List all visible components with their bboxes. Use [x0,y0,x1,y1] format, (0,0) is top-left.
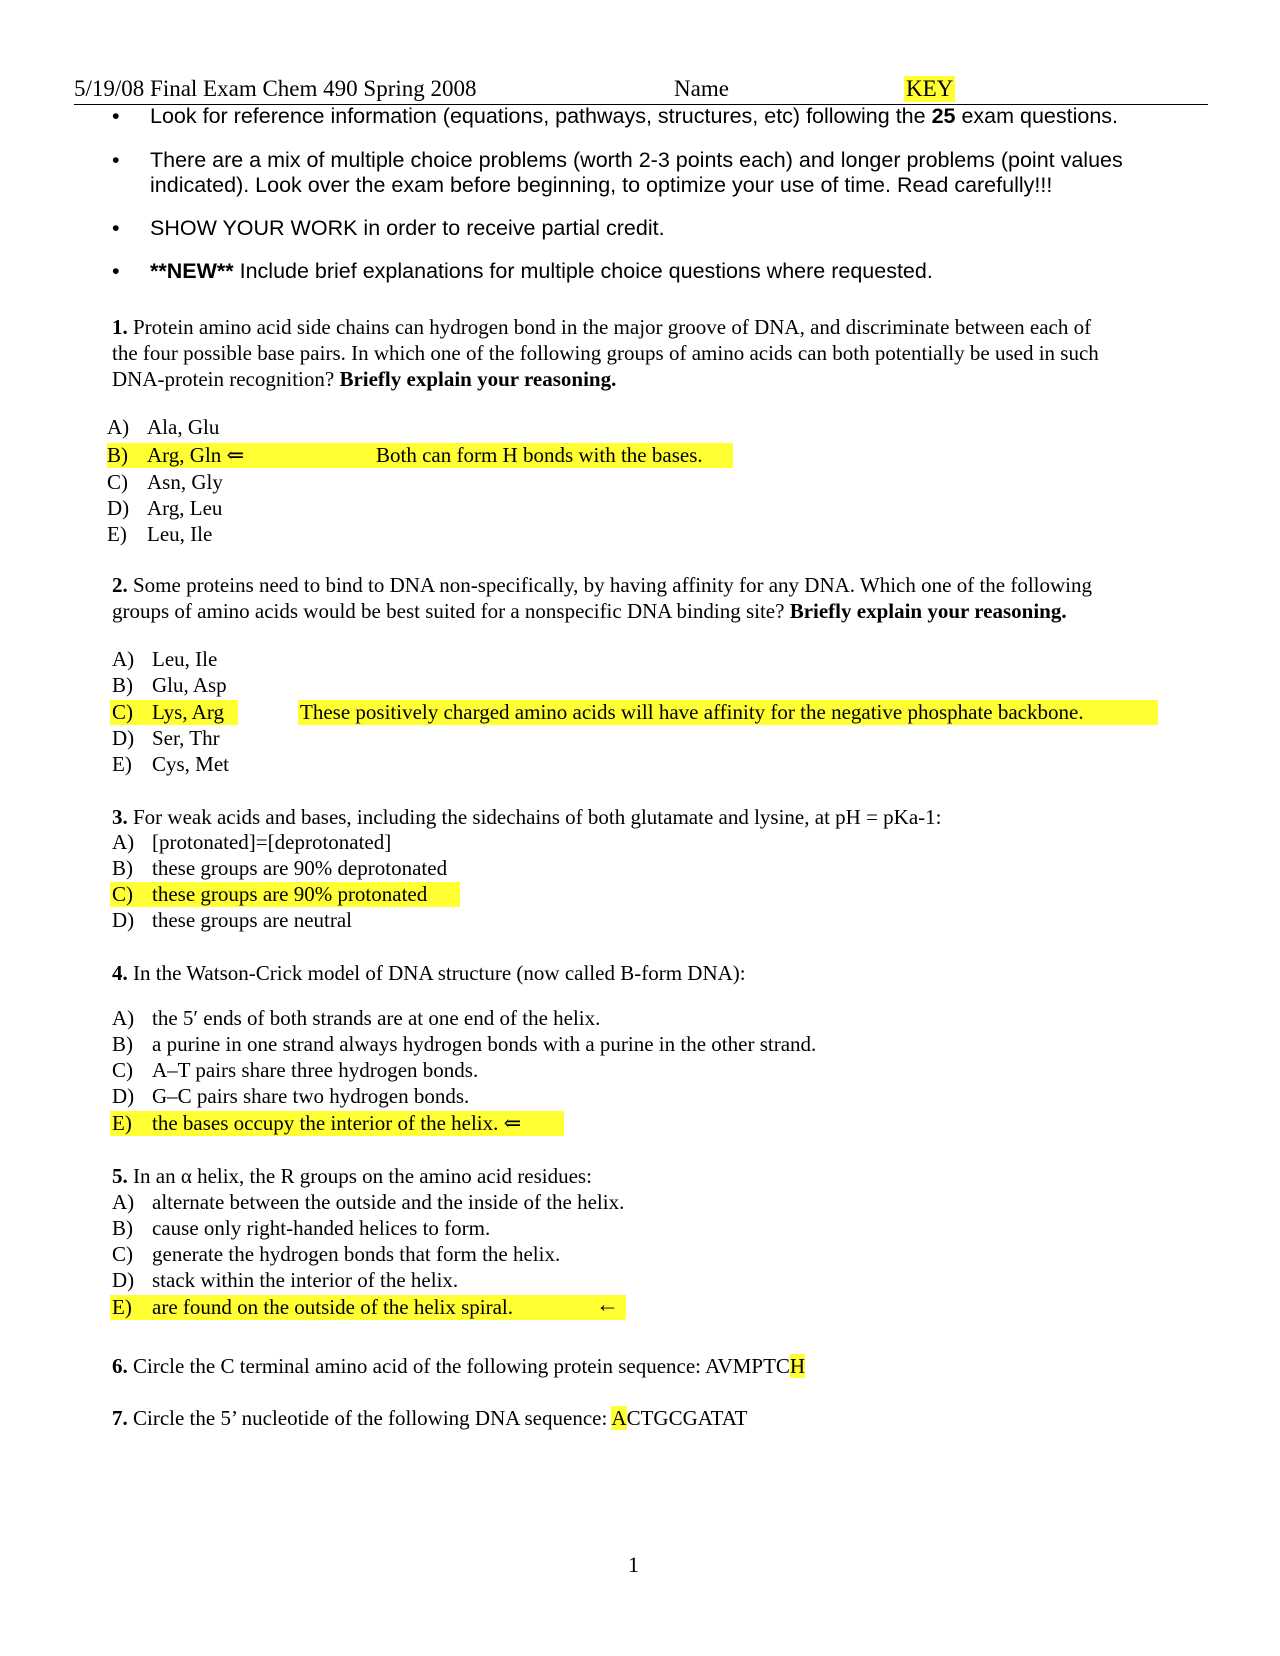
option-letter: D) [112,908,135,932]
question-1 [112,314,1212,392]
option-text: A–T pairs share three hydrogen bonds. [152,1058,479,1082]
question-number: 1. [112,315,128,339]
answer-explanation: These positively charged amino acids will have affinity for the negative phosphate backbone. [300,700,1084,724]
option-text: Leu, Ile [147,522,213,546]
option-letter: E) [112,752,132,776]
option-text: G–C pairs share two hydrogen bonds. [152,1084,470,1108]
option-text: alternate between the outside and the inside of the helix. [152,1190,625,1214]
exam-header [74,74,1208,105]
option-text: these groups are 90% protonated [152,882,428,906]
option-c [112,1058,478,1082]
option-text: these groups are neutral [152,908,353,932]
option-letter: E) [112,1295,132,1319]
option-d [107,496,222,520]
option-text: [protonated]=[deprotonated] [152,830,392,854]
question-instruction: Briefly explain your reasoning. [789,599,1067,623]
option-letter: E) [112,1111,132,1135]
option-c [112,700,224,724]
answer-key-label: KEY [906,76,954,101]
protein-sequence: AVMPTC [705,1354,790,1378]
question-7 [112,1405,1212,1431]
question-3 [112,804,1212,830]
option-text: Arg, Leu [147,496,223,520]
option-letter: A) [112,1190,135,1214]
option-letter: C) [112,700,133,724]
option-a [112,1006,600,1030]
option-letter: A) [107,415,130,439]
option-letter: B) [112,1216,133,1240]
option-letter: A) [112,830,135,854]
option-letter: A) [112,1006,135,1030]
option-text: cause only right-handed helices to form. [152,1216,491,1240]
bullet-icon: • [112,104,120,128]
question-4 [112,960,1212,986]
question-text: Circle the 5’ nucleotide of the following DNA sequence: [127,1406,612,1430]
instruction-text: Include brief explanations for multiple choice questions where requested. [233,259,933,283]
option-text: stack within the interior of the helix. [152,1268,459,1292]
option-letter: B) [107,443,128,467]
option-text: these groups are 90% deprotonated [152,856,448,880]
option-text: Leu, Ile [152,647,218,671]
exam-title: 5/19/08 Final Exam Chem 490 Spring 2008 [74,76,477,101]
option-d [112,1084,469,1108]
option-text: Cys, Met [152,752,230,776]
option-letter: C) [112,882,133,906]
option-d [112,1268,458,1292]
option-text: Glu, Asp [152,673,227,697]
option-d [112,908,352,932]
question-6 [112,1353,1212,1379]
option-a [112,830,391,854]
arrow-left-icon: ← [596,1292,619,1317]
question-number: 4. [112,961,128,985]
dna-sequence: CTGCGATAT [626,1406,748,1430]
option-b [112,673,227,697]
bullet-icon: • [112,259,120,283]
question-text: Some proteins need to bind to DNA non-specifically, by having affinity for any DNA. Which one of the following [127,573,1093,597]
option-text: Ala, Glu [147,415,220,439]
name-label: Name [674,76,729,101]
option-text: the bases occupy the interior of the helix. ⇐ [152,1111,522,1135]
option-b [112,1032,816,1056]
option-text: Lys, Arg [152,700,224,724]
option-letter: D) [112,1084,135,1108]
option-letter: D) [112,726,135,750]
instruction-text: Look for reference information (equations, pathways, structures, etc) following the [150,104,932,128]
option-letter: D) [107,496,130,520]
option-c [112,1242,560,1266]
option-e [112,1111,521,1135]
option-b [107,443,244,467]
option-letter: C) [112,1242,133,1266]
option-text: Ser, Thr [152,726,220,750]
option-text: are found on the outside of the helix spiral. [152,1295,513,1319]
question-number: 6. [112,1354,128,1378]
instruction-text: indicated). Look over the exam before beginning, to optimize your use of time. Read carefully!!! [150,173,1053,197]
option-text: a purine in one strand always hydrogen bonds with a purine in the other strand. [152,1032,817,1056]
answer-residue: H [789,1354,806,1378]
option-e [107,522,212,546]
question-text: In the Watson-Crick model of DNA structure (now called B-form DNA): [127,961,746,985]
question-number: 5. [112,1164,128,1188]
question-2 [112,572,1212,624]
option-letter: C) [107,470,128,494]
answer-nucleotide: A [611,1406,627,1430]
option-e [112,752,229,776]
question-5 [112,1163,1212,1189]
question-text: In an α helix, the R groups on the amino acid residues: [127,1164,592,1188]
option-a [112,1190,624,1214]
option-letter: B) [112,673,133,697]
question-number: 2. [112,573,128,597]
option-text: Asn, Gly [147,470,223,494]
option-letter: B) [112,856,133,880]
new-label: **NEW** [150,259,234,283]
option-b [112,1216,490,1240]
page-number: 1 [628,1552,639,1577]
option-a [107,415,219,439]
question-text: DNA-protein recognition? [112,367,340,391]
option-d [112,726,220,750]
question-number: 7. [112,1406,128,1430]
question-count: 25 [931,104,956,128]
option-b [112,856,447,880]
question-text: Protein amino acid side chains can hydrogen bond in the major groove of DNA, and discriminate between each of [127,315,1092,339]
question-instruction: Briefly explain your reasoning. [339,367,617,391]
question-text: For weak acids and bases, including the sidechains of both glutamate and lysine, at pH = pKa-1: [127,805,942,829]
instruction-text: exam questions. [955,104,1119,128]
question-text: Circle the C terminal amino acid of the following protein sequence: [127,1354,706,1378]
option-letter: C) [112,1058,133,1082]
option-letter: D) [112,1268,135,1292]
option-letter: B) [112,1032,133,1056]
question-text: groups of amino acids would be best suited for a nonspecific DNA binding site? [112,599,790,623]
option-a [112,647,217,671]
bullet-icon: • [112,148,120,172]
option-c [112,882,427,906]
option-text: generate the hydrogen bonds that form the helix. [152,1242,561,1266]
bullet-icon: • [112,216,120,240]
option-e [112,1295,513,1319]
option-text: Arg, Gln ⇐ [147,443,245,467]
option-letter: E) [107,522,127,546]
option-c [107,470,223,494]
instruction-text: There are a mix of multiple choice problems (worth 2-3 points each) and longer problems (point values [150,148,1123,172]
question-number: 3. [112,805,128,829]
answer-explanation: Both can form H bonds with the bases. [376,443,703,467]
question-text: the four possible base pairs. In which one of the following groups of amino acids can both potentially be used in such [112,341,1099,365]
instruction-text: SHOW YOUR WORK in order to receive partial credit. [150,216,665,240]
option-letter: A) [112,647,135,671]
option-text: the 5′ ends of both strands are at one end of the helix. [152,1006,601,1030]
